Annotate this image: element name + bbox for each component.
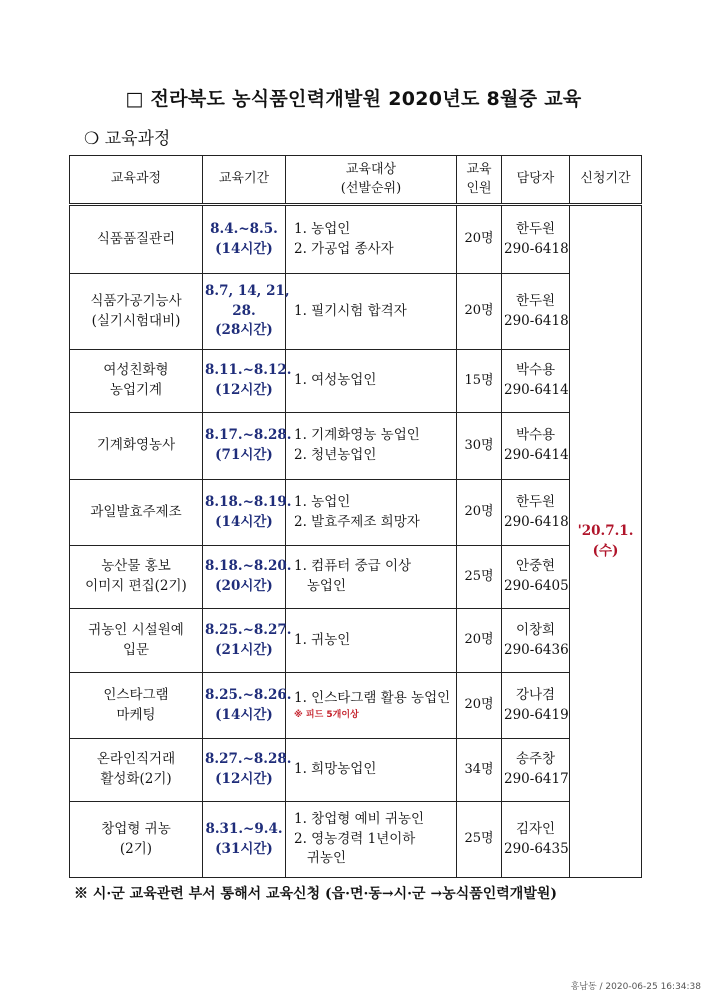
manager-name: 한두원 xyxy=(515,292,556,309)
course-name-line: 인스타그램 xyxy=(103,686,169,703)
period-line: 8.17.~8.28. xyxy=(205,427,292,444)
period-cell xyxy=(203,609,292,673)
period-line: 8.4.~8.5. xyxy=(210,220,278,237)
manager-phone: 290-6436 xyxy=(504,641,569,658)
target-note: ※ 피드 5개이상 xyxy=(294,709,359,720)
manager-cell xyxy=(502,480,570,546)
headcount-cell: 25명 xyxy=(457,546,502,609)
target-line: 2. 발효주제조 희망자 xyxy=(294,513,420,530)
header-manager: 담당자 xyxy=(502,156,570,205)
footer-note: ※ 시·군 교육관련 부서 통해서 교육신청 (읍·면·동→시·군 →농식품인력개발원) xyxy=(74,886,557,902)
period-line: 8.18.~8.20. xyxy=(205,558,292,575)
target-cell xyxy=(286,739,457,802)
target-cell xyxy=(286,413,457,480)
period-line: (12시간) xyxy=(215,382,273,398)
course-name-line: 과일발효주제조 xyxy=(90,503,182,520)
period-cell xyxy=(203,205,286,274)
headcount-cell: 20명 xyxy=(457,609,502,673)
target-cell xyxy=(286,802,457,878)
print-stamp: 홍남동 / 2020-06-25 16:34:38 xyxy=(570,982,701,992)
table-row xyxy=(70,480,642,546)
period-line: (71시간) xyxy=(215,447,273,463)
manager-name: 김자인 xyxy=(515,820,556,837)
manager-cell xyxy=(502,274,570,350)
period-line: (20시간) xyxy=(215,578,273,594)
target-cell xyxy=(286,274,457,350)
period-line: 8.7, 14, 21, xyxy=(205,283,290,300)
manager-phone: 290-6417 xyxy=(504,771,569,787)
manager-phone: 290-6419 xyxy=(504,706,569,723)
course-name-line: 여성친화형 xyxy=(103,362,169,379)
manager-name: 이창희 xyxy=(515,621,556,638)
period-line: 8.11.~8.12. xyxy=(205,362,292,379)
apply-date: '20.7.1. xyxy=(577,522,634,539)
apply-weekday: (수) xyxy=(592,542,619,559)
course-name-cell xyxy=(70,274,203,350)
period-line: 8.18.~8.19. xyxy=(205,493,292,510)
course-schedule-table xyxy=(69,155,642,878)
period-line: (14시간) xyxy=(215,513,273,530)
headcount-cell: 30명 xyxy=(457,413,502,480)
header-target-line2: (선발순위) xyxy=(340,180,402,196)
period-cell xyxy=(203,350,292,413)
headcount-cell: 25명 xyxy=(457,802,502,878)
table-row xyxy=(70,413,642,480)
period-cell xyxy=(203,739,292,802)
table-body xyxy=(70,205,642,878)
manager-cell xyxy=(502,205,570,274)
period-cell xyxy=(203,546,292,609)
target-cell xyxy=(286,609,457,673)
course-name-line: 기계화영농사 xyxy=(96,437,176,454)
course-name-line: 온라인직거래 xyxy=(96,751,176,768)
table-row xyxy=(70,350,642,413)
manager-cell xyxy=(502,739,570,802)
manager-phone: 290-6418 xyxy=(504,312,569,329)
course-name-line: (실기시험대비) xyxy=(91,312,181,329)
period-line: 8.27.~8.28. xyxy=(205,751,292,768)
table-row xyxy=(70,739,642,802)
target-line: 1. 희망농업인 xyxy=(294,761,377,778)
headcount-cell: 20명 xyxy=(457,205,502,274)
manager-phone: 290-6414 xyxy=(504,382,569,398)
course-name-line: 식품품질관리 xyxy=(96,230,176,247)
period-line: (28시간) xyxy=(215,322,273,339)
manager-phone: 290-6414 xyxy=(504,447,569,463)
period-line: 8.25.~8.27. xyxy=(205,621,292,638)
target-line: 2. 영농경력 1년이하 xyxy=(294,830,416,847)
course-name-line: 마케팅 xyxy=(116,706,156,723)
course-name-cell xyxy=(70,350,203,413)
period-cell xyxy=(203,673,292,739)
period-line: (21시간) xyxy=(215,641,273,658)
period-line: 8.25.~8.26. xyxy=(205,686,292,703)
manager-cell xyxy=(502,413,570,480)
table-row xyxy=(70,546,642,609)
manager-name: 박수용 xyxy=(515,362,556,379)
manager-cell xyxy=(502,609,570,673)
apply-period-cell xyxy=(570,205,642,878)
headcount-cell: 15명 xyxy=(457,350,502,413)
manager-cell xyxy=(502,546,570,609)
period-line: (31시간) xyxy=(215,840,273,857)
target-line: 1. 인스타그램 활용 농업인 xyxy=(294,690,451,707)
section-subtitle: ❍ 교육과정 xyxy=(84,129,171,149)
target-line: 1. 귀농인 xyxy=(294,631,351,648)
manager-name: 한두원 xyxy=(515,220,556,237)
course-name-cell xyxy=(70,802,203,878)
header-count-line1: 교육 xyxy=(466,161,492,177)
course-name-cell xyxy=(70,673,203,739)
header-course: 교육과정 xyxy=(70,156,203,205)
manager-cell xyxy=(502,802,570,878)
manager-phone: 290-6405 xyxy=(504,578,569,594)
period-line: (14시간) xyxy=(215,240,273,257)
header-count xyxy=(457,156,502,205)
target-line: 1. 컴퓨터 중급 이상 xyxy=(294,558,412,575)
manager-phone: 290-6418 xyxy=(504,513,569,530)
period-line: (12시간) xyxy=(215,771,273,787)
course-name-line: 귀농인 시설원예 xyxy=(88,621,184,638)
table-row xyxy=(70,205,642,274)
manager-cell xyxy=(502,673,570,739)
period-cell xyxy=(203,480,292,546)
target-line: 1. 필기시험 합격자 xyxy=(294,302,407,319)
course-name-cell xyxy=(70,205,203,274)
target-cell xyxy=(286,546,457,609)
period-line: 28. xyxy=(232,302,256,319)
course-name-line: 창업형 귀농 xyxy=(101,820,171,837)
target-line: 1. 농업인 xyxy=(294,220,351,237)
headcount-cell: 34명 xyxy=(457,739,502,802)
course-name-line: 농업기계 xyxy=(109,382,163,398)
course-name-cell xyxy=(70,413,203,480)
course-name-line: 입문 xyxy=(122,641,150,658)
table-row xyxy=(70,802,642,878)
headcount-cell: 20명 xyxy=(457,480,502,546)
period-line: (14시간) xyxy=(215,706,273,723)
manager-name: 한두원 xyxy=(515,493,556,510)
target-line: 1. 기계화영농 농업인 xyxy=(294,427,420,444)
table-row xyxy=(70,609,642,673)
manager-name: 강나겸 xyxy=(515,686,556,703)
target-line: 2. 청년농업인 xyxy=(294,447,377,463)
header-apply: 신청기간 xyxy=(570,156,642,205)
target-cell xyxy=(286,205,457,274)
target-line: 1. 농업인 xyxy=(294,493,351,510)
period-cell xyxy=(203,274,290,350)
course-name-line: 활성화(2기) xyxy=(100,771,172,787)
header-target xyxy=(286,156,457,205)
header-target-line1: 교육대상 xyxy=(345,161,397,177)
course-name-cell xyxy=(70,609,203,673)
manager-cell xyxy=(502,350,570,413)
table-row xyxy=(70,274,642,350)
course-name-line: 이미지 편집(2기) xyxy=(85,578,187,594)
course-name-cell xyxy=(70,480,203,546)
manager-phone: 290-6418 xyxy=(504,240,569,257)
period-line: 8.31.~9.4. xyxy=(205,820,283,837)
target-line: 1. 여성농업인 xyxy=(294,372,377,389)
course-name-line: 식품가공기능사 xyxy=(90,292,182,309)
period-cell xyxy=(203,413,292,480)
headcount-cell: 20명 xyxy=(457,274,502,350)
target-line: 농업인 xyxy=(294,578,346,594)
header-count-line2: 인원 xyxy=(466,180,492,196)
table-row xyxy=(70,673,642,739)
manager-phone: 290-6435 xyxy=(504,840,569,857)
course-name-line: (2기) xyxy=(119,840,153,857)
course-name-cell xyxy=(70,546,203,609)
headcount-cell: 20명 xyxy=(457,673,502,739)
course-name-cell xyxy=(70,739,203,802)
course-name-line: 농산물 홍보 xyxy=(101,558,171,575)
manager-name: 안중현 xyxy=(515,558,556,575)
header-period: 교육기간 xyxy=(203,156,286,205)
table-header-row xyxy=(70,156,642,205)
target-line: 1. 창업형 예비 귀농인 xyxy=(294,811,425,828)
manager-name: 송주창 xyxy=(515,751,556,768)
target-line: 귀농인 xyxy=(294,850,346,867)
manager-name: 박수용 xyxy=(515,427,556,444)
target-line: 2. 가공업 종사자 xyxy=(294,240,394,257)
target-cell xyxy=(286,673,457,739)
period-cell xyxy=(203,802,286,878)
target-cell xyxy=(286,350,457,413)
page-title: □ 전라북도 농식품인력개발원 2020년도 8월중 교육 xyxy=(125,88,582,110)
target-cell xyxy=(286,480,457,546)
